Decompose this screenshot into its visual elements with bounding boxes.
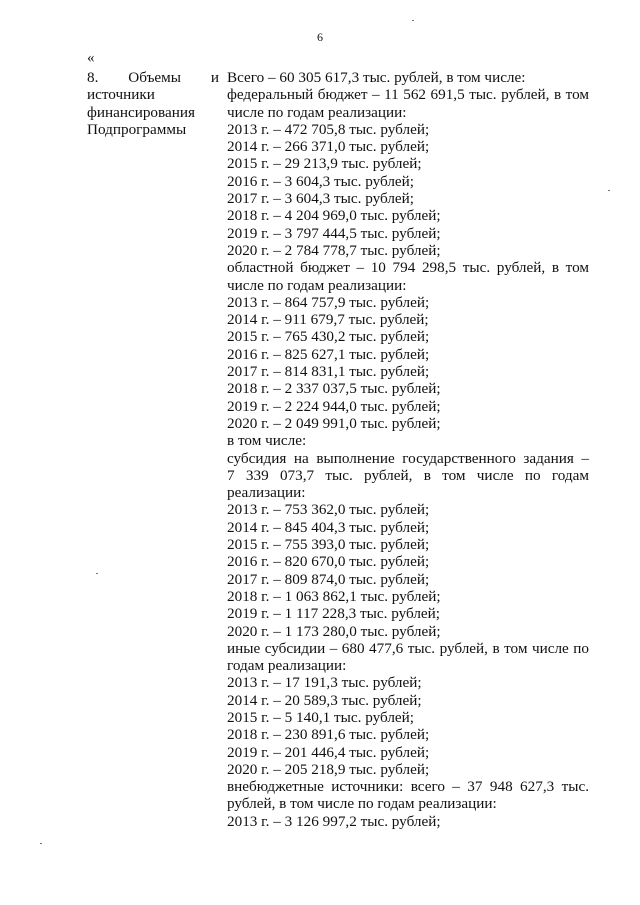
row-label-column <box>87 69 219 138</box>
row-label-line-3: финансирования <box>87 103 195 121</box>
page-number: 6 <box>317 30 323 44</box>
financing-text-line: субсидия на выполнение государственного задания – <box>227 449 589 467</box>
financing-text-line: рублей, в том числе по годам реализации: <box>227 795 497 813</box>
scan-speck <box>96 573 98 574</box>
financing-text-line: 2015 г. – 5 140,1 тыс. рублей; <box>227 708 415 726</box>
financing-text-line: реализации: <box>227 484 306 502</box>
financing-text-line: 2020 г. – 205 218,9 тыс. рублей; <box>227 760 430 778</box>
opening-quote-mark: « <box>87 50 95 66</box>
financing-text-line: федеральный бюджет – 11 562 691,5 тыс. рублей, в том <box>227 86 589 104</box>
financing-text-line: 2014 г. – 845 404,3 тыс. рублей; <box>227 518 430 536</box>
financing-text-line: 2019 г. – 1 117 228,3 тыс. рублей; <box>227 605 441 623</box>
financing-text-line: 2013 г. – 753 362,0 тыс. рублей; <box>227 501 430 519</box>
row-label-first-line <box>87 69 219 86</box>
financing-text-line: 2016 г. – 3 604,3 тыс. рублей; <box>227 172 415 190</box>
financing-text-line: 2013 г. – 472 705,8 тыс. рублей; <box>227 120 430 138</box>
financing-text-line: 2019 г. – 201 446,4 тыс. рублей; <box>227 743 430 761</box>
financing-text-line: 2013 г. – 3 126 997,2 тыс. рублей; <box>227 812 441 830</box>
scan-speck <box>40 843 42 844</box>
scan-speck <box>608 190 610 191</box>
financing-text-line: годам реализации: <box>227 657 347 675</box>
financing-text-line: 2015 г. – 755 393,0 тыс. рублей; <box>227 536 430 554</box>
financing-text-line: 2016 г. – 825 627,1 тыс. рублей; <box>227 345 430 363</box>
financing-details-column <box>227 69 589 830</box>
financing-text-line: внебюджетные источники: всего – 37 948 627,3 тыс. <box>227 778 589 796</box>
financing-text-line: 2016 г. – 820 670,0 тыс. рублей; <box>227 553 430 571</box>
financing-text-line: иные субсидии – 680 477,6 тыс. рублей, в том числе по <box>227 639 589 657</box>
financing-text-line: 2015 г. – 29 213,9 тыс. рублей; <box>227 155 422 173</box>
financing-text-line: 2015 г. – 765 430,2 тыс. рублей; <box>227 328 430 346</box>
row-label-word-2: и <box>210 69 219 86</box>
financing-text-line: 2020 г. – 2 784 778,7 тыс. рублей; <box>227 241 441 259</box>
financing-text-line: 2020 г. – 1 173 280,0 тыс. рублей; <box>227 622 441 640</box>
financing-text-line: 2019 г. – 3 797 444,5 тыс. рублей; <box>227 224 441 242</box>
financing-text-line: в том числе: <box>227 432 307 450</box>
financing-text-line: 2014 г. – 266 371,0 тыс. рублей; <box>227 138 430 156</box>
financing-text-line: 2020 г. – 2 049 991,0 тыс. рублей; <box>227 414 441 432</box>
financing-text-line: числе по годам реализации: <box>227 276 407 294</box>
row-label-line-4: Подпрограммы <box>87 120 187 138</box>
financing-text-line: 2018 г. – 4 204 969,0 тыс. рублей; <box>227 207 441 225</box>
scan-speck <box>412 20 414 21</box>
financing-text-line: 2013 г. – 864 757,9 тыс. рублей; <box>227 293 430 311</box>
item-number: 8. <box>87 69 99 86</box>
financing-text-line: числе по годам реализации: <box>227 103 407 121</box>
financing-text-line: областной бюджет – 10 794 298,5 тыс. рублей, в том <box>227 259 589 277</box>
financing-text-line: 2013 г. – 17 191,3 тыс. рублей; <box>227 674 422 692</box>
row-label-word-1: Объемы <box>128 69 181 86</box>
financing-text-line: 2018 г. – 2 337 037,5 тыс. рублей; <box>227 380 441 398</box>
financing-text-line: 2014 г. – 20 589,3 тыс. рублей; <box>227 691 422 709</box>
row-label-line-2: источники <box>87 86 155 104</box>
financing-text-line: 2019 г. – 2 224 944,0 тыс. рублей; <box>227 397 441 415</box>
financing-text-line: 2017 г. – 809 874,0 тыс. рублей; <box>227 570 430 588</box>
financing-text-line: 7 339 073,7 тыс. рублей, в том числе по годам <box>227 466 589 484</box>
financing-text-line: 2018 г. – 230 891,6 тыс. рублей; <box>227 726 430 744</box>
financing-text-line: 2018 г. – 1 063 862,1 тыс. рублей; <box>227 587 441 605</box>
financing-text-line: 2017 г. – 3 604,3 тыс. рублей; <box>227 190 415 208</box>
financing-text-line: 2017 г. – 814 831,1 тыс. рублей; <box>227 363 430 381</box>
financing-text-line: Всего – 60 305 617,3 тыс. рублей, в том числе: <box>227 69 526 86</box>
financing-text-line: 2014 г. – 911 679,7 тыс. рублей; <box>227 311 429 329</box>
